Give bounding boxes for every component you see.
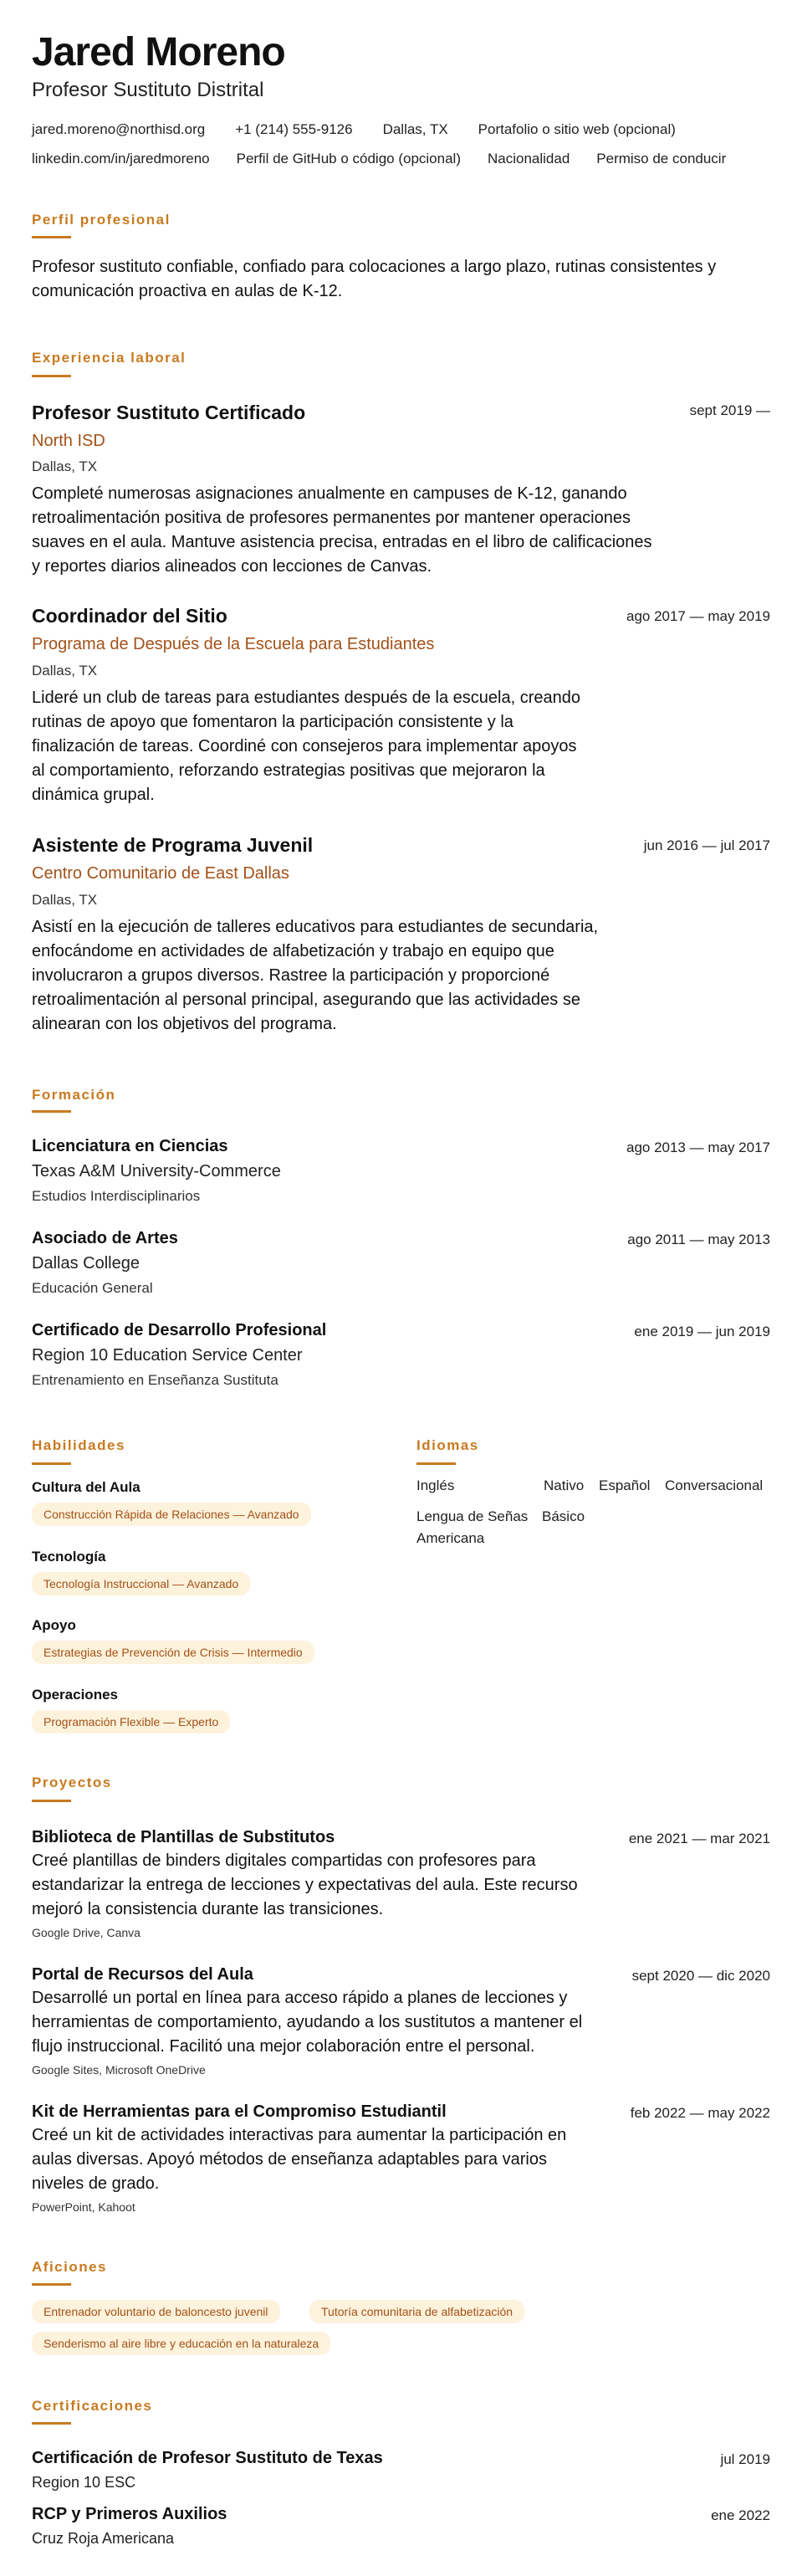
job-description-line: dinámica grupal. <box>32 786 155 804</box>
hobby-pill: Tutoría comunitaria de alfabetización <box>309 2300 524 2323</box>
contact-license: Permiso de conducir <box>596 151 727 166</box>
section-rule <box>32 2283 71 2286</box>
section-rule <box>32 1462 71 1465</box>
section-title-skills: Habilidades <box>32 1437 125 1453</box>
job-location: Dallas, TX <box>32 663 98 679</box>
education-dates: ago 2013 — may 2017 <box>626 1139 770 1155</box>
project-dates: ene 2021 — mar 2021 <box>628 1831 770 1846</box>
language-name: Lengua de Señas <box>416 1508 529 1524</box>
hobby-pill-wrap <box>32 2332 330 2355</box>
project-tech: PowerPoint, Kahoot <box>32 2200 135 2214</box>
job-description-line: Lideré un club de tareas para estudiantes después de la escuela, creando <box>32 689 581 707</box>
candidate-headline: Profesor Sustituto Distrital <box>32 79 264 101</box>
job-dates: sept 2019 — <box>689 402 770 418</box>
job-description-line: Completé numerosas asignaciones anualmente en campuses de K-12, ganando <box>32 484 627 503</box>
candidate-name: Jared Moreno <box>32 30 285 74</box>
contact-linkedin[interactable]: linkedin.com/in/jaredmoreno <box>32 151 210 166</box>
project-title: Kit de Herramientas para el Compromiso Estudiantil <box>32 2102 447 2121</box>
job-dates: jun 2016 — jul 2017 <box>643 837 770 853</box>
section-rule <box>32 1800 71 1802</box>
job-description-line: involucraron a grupos diversos. Rastree la participación y proporcioné <box>32 966 550 985</box>
project-description-line: mejoró la consistencia durante las transiciones. <box>32 1900 384 1918</box>
education-degree: Licenciatura en Ciencias <box>32 1137 228 1155</box>
language-name: Inglés <box>416 1477 455 1493</box>
contact-phone[interactable]: +1 (214) 555-9126 <box>235 121 353 137</box>
project-description-line: flujo instruccional. Facilitó una mejor colaboración entre el personal. <box>32 2037 535 2056</box>
skill-category: Cultura del Aula <box>32 1479 140 1495</box>
project-description-line: herramientas de comportamiento, ayudando a los sustitutos a mantener el <box>32 2013 583 2031</box>
education-field: Estudios Interdisciplinarios <box>32 1188 201 1204</box>
project-tech: Google Sites, Microsoft OneDrive <box>32 2063 206 2077</box>
section-title-certifications: Certificaciones <box>32 2398 153 2414</box>
certification-issuer: Cruz Roja Americana <box>32 2530 175 2547</box>
project-tech: Google Drive, Canva <box>32 1926 140 1939</box>
section-title-hobbies: Aficiones <box>32 2259 108 2275</box>
profile-line: Profesor sustituto confiable, confiado para colocaciones a largo plazo, rutinas consistentes y <box>32 258 717 276</box>
education-institution: Dallas College <box>32 1254 140 1273</box>
skill-pill-wrap <box>32 1572 250 1595</box>
job-description-line: rutinas de apoyo que fomentaron la participación consistente y la <box>32 713 513 731</box>
job-description-line: y reportes diarios alineados con lecciones de Canvas. <box>32 557 432 576</box>
section-title-projects: Proyectos <box>32 1775 112 1790</box>
education-field: Educación General <box>32 1280 153 1296</box>
job-company: Centro Comunitario de East Dallas <box>32 864 289 883</box>
language-name: Americana <box>416 1530 485 1546</box>
skill-pill: Construcción Rápida de Relaciones — Avanzado <box>32 1503 311 1526</box>
job-description-line: Asistí en la ejecución de talleres educativos para estudiantes de secundaria, <box>32 918 599 936</box>
hobby-pill-wrap <box>32 2300 280 2323</box>
section-title-experience: Experiencia laboral <box>32 350 186 366</box>
job-description-line: al comportamiento, reforzando estrategias positivas que mejoraron la <box>32 761 545 780</box>
education-dates: ene 2019 — jun 2019 <box>634 1324 770 1339</box>
job-dates: ago 2017 — may 2019 <box>626 608 770 624</box>
job-role: Coordinador del Sitio <box>32 605 227 627</box>
certification-date: jul 2019 <box>720 2451 770 2467</box>
skill-category: Tecnología <box>32 1549 106 1565</box>
job-description-line: alinearan con los objetivos del programa. <box>32 1015 337 1033</box>
project-description-line: Creé un kit de actividades interactivas para aumentar la participación en <box>32 2126 567 2144</box>
certification-date: ene 2022 <box>711 2507 770 2523</box>
job-location: Dallas, TX <box>32 892 98 908</box>
job-description-line: retroalimentación al personal principal, asegurando que las actividades se <box>32 991 580 1009</box>
project-description-line: niveles de grado. <box>32 2174 160 2193</box>
contact-row-1 <box>32 120 676 140</box>
skill-pill: Estrategias de Prevención de Crisis — Intermedio <box>32 1641 314 1664</box>
hobby-pill-wrap <box>309 2300 524 2323</box>
project-title: Biblioteca de Plantillas de Substitutos <box>32 1828 335 1846</box>
section-title-education: Formación <box>32 1087 116 1103</box>
skill-pill-wrap <box>32 1710 230 1734</box>
project-title: Portal de Recursos del Aula <box>32 1965 253 1984</box>
certification-title: RCP y Primeros Auxilios <box>32 2505 227 2523</box>
skill-pill: Tecnología Instruccional — Avanzado <box>32 1572 250 1595</box>
section-rule <box>32 375 71 377</box>
language-level: Conversacional <box>665 1477 764 1493</box>
contact-location: Dallas, TX <box>382 121 448 137</box>
job-role: Asistente de Programa Juvenil <box>32 834 314 856</box>
contact-portfolio[interactable]: Portafolio o sitio web (opcional) <box>478 121 676 137</box>
job-location: Dallas, TX <box>32 458 98 474</box>
education-dates: ago 2011 — may 2013 <box>627 1232 770 1247</box>
project-dates: sept 2020 — dic 2020 <box>631 1968 770 1984</box>
job-description-line: enfocándome en actividades de alfabetización y trabajo en equipo que <box>32 942 554 960</box>
section-rule <box>32 2422 71 2425</box>
skill-pill-wrap <box>32 1503 311 1526</box>
certification-issuer: Region 10 ESC <box>32 2474 136 2491</box>
hobby-pill: Entrenador voluntario de baloncesto juvenil <box>32 2300 280 2323</box>
project-description-line: aulas diversas. Apoyó métodos de enseñanza adaptables para varios <box>32 2150 547 2169</box>
education-degree: Asociado de Artes <box>32 1229 178 1247</box>
section-rule <box>416 1462 456 1465</box>
contact-row-2 <box>32 149 726 169</box>
skill-category: Apoyo <box>32 1617 76 1633</box>
skill-pill: Programación Flexible — Experto <box>32 1710 230 1734</box>
skill-category: Operaciones <box>32 1687 118 1703</box>
hobby-pill: Senderismo al aire libre y educación en la naturaleza <box>32 2332 330 2355</box>
language-level: Nativo <box>544 1477 585 1493</box>
job-description-line: finalización de tareas. Coordiné con consejeros para implementar apoyos <box>32 737 577 755</box>
contact-email[interactable]: jared.moreno@northisd.org <box>32 121 206 137</box>
job-description-line: retroalimentación positiva de profesores permanentes por mantener operaciones <box>32 509 631 527</box>
section-title-profile: Perfil profesional <box>32 212 171 228</box>
section-rule <box>32 1110 71 1113</box>
certification-title: Certificación de Profesor Sustituto de Texas <box>32 2449 383 2467</box>
language-name: Español <box>599 1477 651 1493</box>
education-institution: Region 10 Education Service Center <box>32 1346 303 1365</box>
job-role: Profesor Sustituto Certificado <box>32 402 306 423</box>
job-company: North ISD <box>32 432 105 450</box>
profile-line: comunicación proactiva en aulas de K-12. <box>32 282 343 300</box>
language-level: Básico <box>542 1508 585 1524</box>
job-company: Programa de Después de la Escuela para Estudiantes <box>32 635 435 653</box>
skill-pill-wrap <box>32 1641 314 1664</box>
project-dates: feb 2022 — may 2022 <box>630 2105 770 2121</box>
education-degree: Certificado de Desarrollo Profesional <box>32 1321 327 1339</box>
section-title-languages: Idiomas <box>416 1437 479 1453</box>
project-description-line: Desarrollé un portal en línea para acceso rápido a planes de lecciones y <box>32 1989 568 2007</box>
job-description-line: suaves en el aula. Mantuve asistencia precisa, entradas en el libro de calificaciones <box>32 533 652 551</box>
project-description-line: estandarizar la entrega de lecciones y expectativas del aula. Este recurso <box>32 1876 578 1894</box>
section-rule <box>32 236 71 238</box>
project-description-line: Creé plantillas de binders digitales compartidas con profesores para <box>32 1851 536 1870</box>
contact-nationality: Nacionalidad <box>487 151 570 166</box>
contact-github[interactable]: Perfil de GitHub o código (opcional) <box>236 151 461 166</box>
education-field: Entrenamiento en Enseñanza Sustituta <box>32 1372 278 1388</box>
education-institution: Texas A&M University-Commerce <box>32 1162 281 1180</box>
